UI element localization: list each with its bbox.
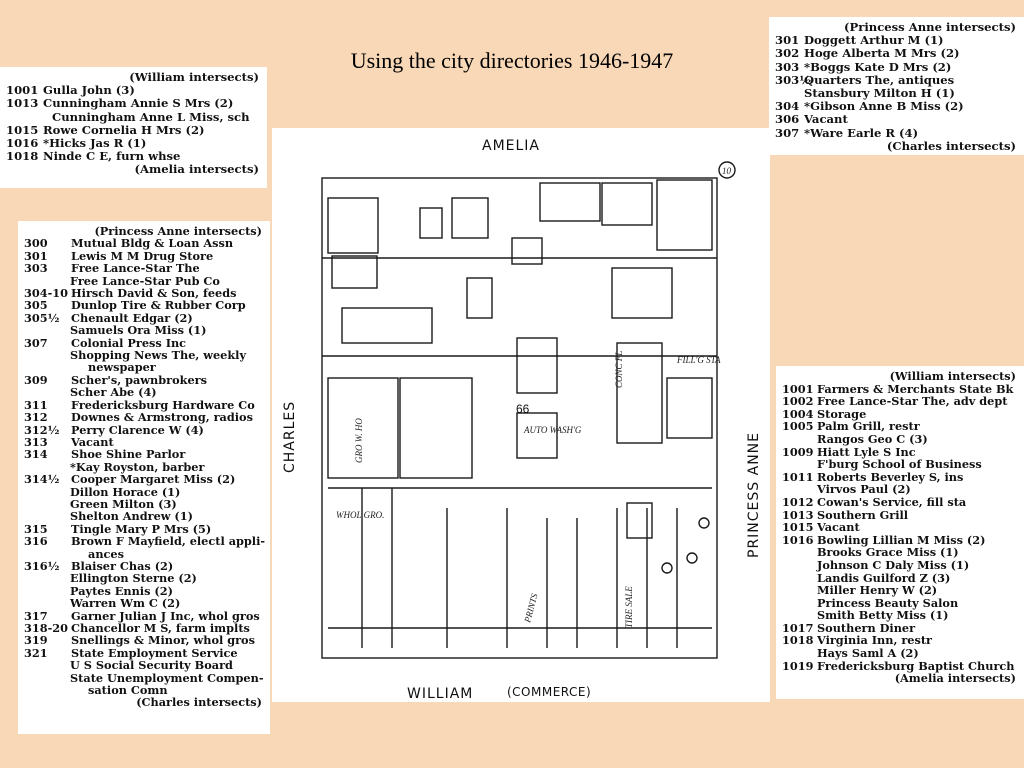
entry-text: Doggett Arthur M (1) [804,33,944,48]
entry-text: Johnson C Daly Miss (1) [817,557,970,572]
directory-entry [24,597,264,609]
directory-entry [24,535,264,547]
entry-text: ances [88,546,124,561]
entry-text: Scher Abe (4) [70,385,157,400]
entry-text: Free Lance-Star The, adv dept [817,394,1008,409]
entry-number: 305 [24,298,48,313]
entry-number: 314 [24,447,48,462]
directory-entry [24,473,264,485]
building [328,198,378,253]
entry-text: Vacant [804,112,848,127]
label-prints: PRINTS [522,592,540,624]
directory-entry [24,411,264,423]
directory-entry [24,262,264,274]
building [400,378,472,478]
sanborn-map [272,128,770,702]
directory-entry [24,634,264,646]
entry-text: Stansbury Milton H (1) [804,86,955,101]
entry-text: State Employment Service [71,645,238,660]
directory-entry [782,521,1018,534]
entry-number: 1016 [6,136,39,151]
entry-text: *Boggs Kate D Mrs (2) [804,59,952,74]
directory-entry [24,324,264,336]
directory-entry [775,61,1018,74]
building [657,180,712,250]
directory-entry [775,113,1018,126]
clip-rows [782,383,1018,673]
entry-text: Brown F Mayfield, electl appli- [71,534,266,549]
entry-text: Warren Wm C (2) [70,596,181,611]
entry-number: 1011 [782,469,814,484]
directory-entry [782,559,1018,572]
street-commerce: (COMMERCE) [507,685,592,699]
entry-text: Shoe Shine Parlor [71,447,186,462]
entry-text: Ellington Sterne (2) [70,571,197,586]
entry-number: 312 [24,410,48,425]
entry-text: Bowling Lillian M Miss (2) [817,532,986,547]
entry-number: 1009 [782,444,814,459]
street-charles: CHARLES [282,400,298,473]
directory-entry [24,659,264,671]
entry-text: Hiatt Lyle S Inc [817,444,916,459]
entry-text: Fredericksburg Hardware Co [71,397,255,412]
entry-number: 316 [24,534,48,549]
label-auto-wash: AUTO WASH'G [524,425,582,435]
entry-number: 313 [24,434,48,449]
entry-number: 300 [24,236,48,251]
directory-clip-amelia [769,17,1024,155]
entry-number: 303 [24,261,48,276]
map-drawing [272,128,770,702]
label-whol-gro: WHOL GRO. [336,510,385,520]
directory-entry [6,97,261,110]
entry-number: 1004 [782,406,814,421]
entry-number: 1015 [6,122,39,137]
entry-text: Landis Guilford Z (3) [817,570,951,585]
entry-number: 307 [775,125,800,140]
directory-entry [24,237,264,249]
entry-number: 1001 [782,381,814,396]
entry-text: Hays Saml A (2) [817,646,919,661]
block-number: 66 [516,402,530,416]
clip-header: (Princess Anne intersects) [94,224,262,238]
entry-text: Samuels Ora Miss (1) [70,323,207,338]
entry-text: Garner Julian J Inc, whol gros [71,608,260,623]
clip-footer: (Charles intersects) [886,138,1016,153]
entry-number: 312½ [24,422,60,437]
entry-number: 305½ [24,310,60,325]
entry-text: Fredericksburg Baptist Church [817,658,1015,673]
entry-text: Shelton Andrew (1) [70,509,193,524]
entry-number: 317 [24,608,48,623]
directory-clip-william [18,221,270,734]
entry-text: Cunningham Anne L Miss, sch [52,109,250,124]
building [627,503,652,538]
entry-number: 1017 [782,620,814,635]
clip-rows [24,237,264,696]
entry-text: *Gibson Anne B Miss (2) [804,99,964,114]
entry-text: Mutual Bldg & Loan Assn [71,236,234,251]
clip-header: (William intersects) [129,70,259,84]
building [540,183,600,221]
building [517,338,557,393]
entry-number: 301 [775,33,800,48]
entry-text: Smith Betty Miss (1) [817,608,949,623]
entry-text: Southern Grill [817,507,909,522]
label-grow-ho: GRO W. HO [354,418,364,463]
directory-clip-princess-anne [776,366,1024,699]
clip-rows [6,84,261,163]
entry-text: Quarters The, antiques [804,72,955,87]
entry-text: F'burg School of Business [817,457,982,472]
entry-text: Storage [817,406,867,421]
entry-text: Paytes Ennis (2) [70,583,173,598]
entry-number: 306 [775,112,800,127]
building [420,208,442,238]
entry-text: *Kay Royston, barber [70,459,205,474]
sheet-number: 10 [722,166,731,176]
directory-entry [6,111,261,124]
street-amelia: AMELIA [482,138,541,154]
entry-text: Colonial Press Inc [71,335,187,350]
entry-text: Gulla John (3) [43,83,135,98]
building [332,256,377,288]
directory-entry [24,510,264,522]
street-william: WILLIAM [407,686,474,702]
entry-text: Southern Diner [817,620,916,635]
entry-number: 314½ [24,472,60,487]
directory-entry [24,386,264,398]
entry-number: 303 [775,59,800,74]
entry-number: 1013 [782,507,814,522]
entry-text: Downes & Armstrong, radios [71,410,253,425]
clip-footer: (Amelia intersects) [894,671,1016,686]
entry-number: 302 [775,46,800,61]
directory-entry [782,458,1018,471]
entry-text: Vacant [817,520,860,535]
entry-text: Free Lance-Star The [71,261,200,276]
entry-number: 321 [24,645,48,660]
directory-entry [24,299,264,311]
label-fillg-sta: FILL'G STA [677,355,721,365]
building [667,378,712,438]
entry-text: Cunningham Annie S Mrs (2) [43,96,234,111]
directory-clip-charles-east [0,67,267,188]
entry-text: Green Milton (3) [70,496,177,511]
entry-text: Rangos Geo C (3) [817,431,928,446]
entry-text: Tingle Mary P Mrs (5) [71,521,212,536]
entry-text: Hirsch David & Son, feeds [71,286,237,301]
entry-text: Perry Clarence W (4) [71,422,204,437]
building [602,183,652,225]
directory-entry [782,609,1018,622]
entry-number: 1005 [782,419,814,434]
entry-text: Snellings & Minor, whol gros [71,633,255,648]
entry-text: Shopping News The, weekly [70,348,247,363]
directory-entry [775,127,1018,140]
entry-text: Hoge Alberta M Mrs (2) [804,46,960,61]
slide-title: Using the city directories 1946-1947 [350,48,674,73]
directory-entry [24,572,264,584]
entry-number: 1013 [6,96,39,111]
entry-text: Vacant [71,434,114,449]
entry-number: 318-20 [24,621,68,635]
entry-number: 311 [24,397,48,412]
building [452,198,488,238]
entry-number: 1012 [782,494,814,509]
directory-entry [782,395,1018,408]
clip-footer: (Amelia intersects) [134,162,259,177]
entry-text: Dillon Horace (1) [70,484,181,499]
entry-text: *Hicks Jas R (1) [43,136,147,151]
marker-circle [662,563,672,573]
directory-entry [24,448,264,460]
entry-text: Lewis M M Drug Store [71,248,214,263]
entry-text: Roberts Beverley S, ins [817,469,964,484]
directory-entry [24,361,264,373]
entry-number: 1015 [782,520,814,535]
entry-text: Free Lance-Star Pub Co [70,273,220,288]
entry-number: 1019 [782,658,814,673]
directory-entry [782,584,1018,597]
building [612,268,672,318]
entry-number: 304-10 [24,286,68,301]
entry-number: 303½ [775,72,812,87]
entry-text: Chenault Edgar (2) [71,310,193,325]
entry-number: 1002 [782,394,814,409]
entry-number: 1018 [782,633,814,648]
entry-text: Dunlop Tire & Rubber Corp [71,298,246,313]
entry-text: newspaper [88,360,156,375]
entry-text: Rowe Cornelia H Mrs (2) [43,122,205,137]
clip-footer: (Charles intersects) [136,695,262,710]
entry-number: 1018 [6,149,39,164]
street-princess-anne: PRINCESS ANNE [746,432,762,558]
entry-number: 301 [24,248,48,263]
building [467,278,492,318]
marker-circle [699,518,709,528]
entry-text: Chancellor M S, farm implts [71,621,250,635]
entry-text: Blaiser Chas (2) [71,558,174,573]
entry-text: Virginia Inn, restr [817,633,933,648]
marker-circle [687,553,697,563]
entry-text: Brooks Grace Miss (1) [817,545,959,560]
entry-text: Cooper Margaret Miss (2) [71,472,236,487]
directory-entry [782,647,1018,660]
entry-text: *Ware Earle R (4) [804,125,919,140]
entry-text: Scher's, pawnbrokers [71,372,207,387]
entry-text: Virvos Paul (2) [817,482,911,497]
entry-text: Palm Grill, restr [817,419,920,434]
entry-number: 307 [24,335,48,350]
building [512,238,542,264]
entry-text: State Unemployment Compen- [70,670,264,685]
entry-number: 304 [775,99,800,114]
entry-text: Miller Henry W (2) [817,583,938,598]
label-tire-sale: TIRE SALE [624,586,634,628]
directory-entry [775,47,1018,60]
entry-number: 1001 [6,83,39,98]
entry-text: Ninde C E, furn whse [43,149,181,164]
label-conc-fl: CONC FL [614,350,624,388]
entry-text: sation Comn [88,683,168,698]
entry-text: U S Social Security Board [70,658,233,673]
entry-text: Farmers & Merchants State Bk [817,381,1014,396]
building [517,413,557,458]
entry-number: 309 [24,372,48,387]
clip-rows [775,34,1018,140]
clip-header: (William intersects) [889,369,1016,383]
entry-number: 319 [24,633,48,648]
entry-text: Princess Beauty Salon [817,595,959,610]
directory-entry [782,433,1018,446]
entry-number: 1016 [782,532,814,547]
directory-entry [24,424,264,436]
entry-number: 316½ [24,558,60,573]
building [342,308,432,343]
directory-entry [782,496,1018,509]
clip-header: (Princess Anne intersects) [844,20,1016,34]
entry-text: Cowan's Service, fill sta [817,494,967,509]
entry-number: 315 [24,521,48,536]
